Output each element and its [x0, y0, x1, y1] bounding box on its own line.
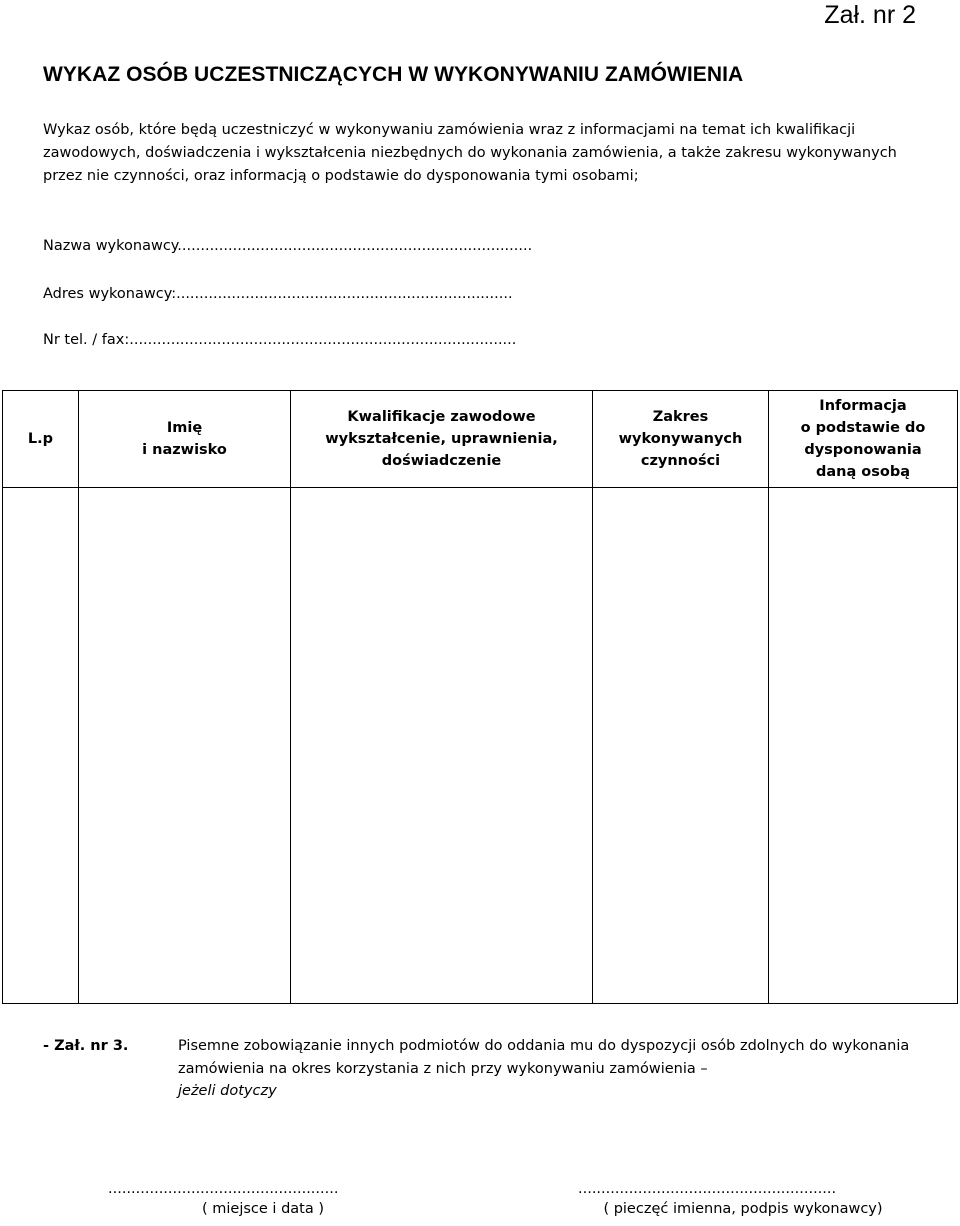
table-header-row — [3, 391, 958, 488]
table-row — [3, 488, 958, 1004]
cell-basis[interactable] — [769, 488, 958, 1004]
column-header-lp: L.p — [3, 391, 79, 488]
place-date-line[interactable]: .................................................. — [108, 1181, 339, 1197]
column-header-name: Imię i nazwisko — [79, 391, 291, 488]
contractor-phone-field[interactable]: Nr tel. / fax:.................................................................................... — [43, 332, 517, 348]
contractor-signature — [578, 1180, 908, 1221]
attachment-number: Zał. nr 2 — [824, 1, 916, 29]
page-title: WYKAZ OSÓB UCZESTNICZĄCYCH W WYKONYWANIU ZAMÓWIENIA — [43, 63, 744, 86]
intro-paragraph: Wykaz osób, które będą uczestniczyć w wykonywaniu zamówienia wraz z informacjami na temat ich kwalifikacji zawodowych, doświadczenia i wykształcenia niezbędnych do wykonania zamówienia, a także zakresu wykonywanych przez nie czynności, oraz informacją o podstawie do dysponowania tymi osobami; — [43, 122, 897, 184]
next-attachment-label: - Zał. nr 3. — [43, 1038, 129, 1054]
cell-scope[interactable] — [593, 488, 769, 1004]
cell-name[interactable] — [79, 488, 291, 1004]
column-header-scope: Zakres wykonywanych czynności — [593, 391, 769, 488]
contractor-signature-line[interactable]: ........................................................ — [578, 1181, 837, 1197]
column-header-basis: Informacja o podstawie do dysponowania daną osobą — [769, 391, 958, 488]
next-attachment-description: Pisemne zobowiązanie innych podmiotów do oddania mu do dyspozycji osób zdolnych do wykonania zamówienia na okres korzystania z nich przy wykonywaniu zamówienia – jeżeli dotyczy — [178, 1038, 910, 1099]
place-date-caption: ( miejsce i data ) — [202, 1201, 324, 1217]
next-attachment-note: jeżeli dotyczy — [178, 1083, 277, 1099]
contractor-address-field[interactable]: Adres wykonawcy:......................................................................... — [43, 286, 513, 302]
cell-lp[interactable] — [3, 488, 79, 1004]
cell-qualifications[interactable] — [291, 488, 593, 1004]
contractor-signature-caption: ( pieczęć imienna, podpis wykonawcy) — [603, 1201, 883, 1217]
persons-table — [2, 390, 958, 1004]
contractor-name-field[interactable]: Nazwa wykonawcy............................................................................. — [43, 238, 533, 254]
place-date-signature — [108, 1180, 418, 1221]
column-header-qualifications: Kwalifikacje zawodowe wykształcenie, uprawnienia, doświadczenie — [291, 391, 593, 488]
